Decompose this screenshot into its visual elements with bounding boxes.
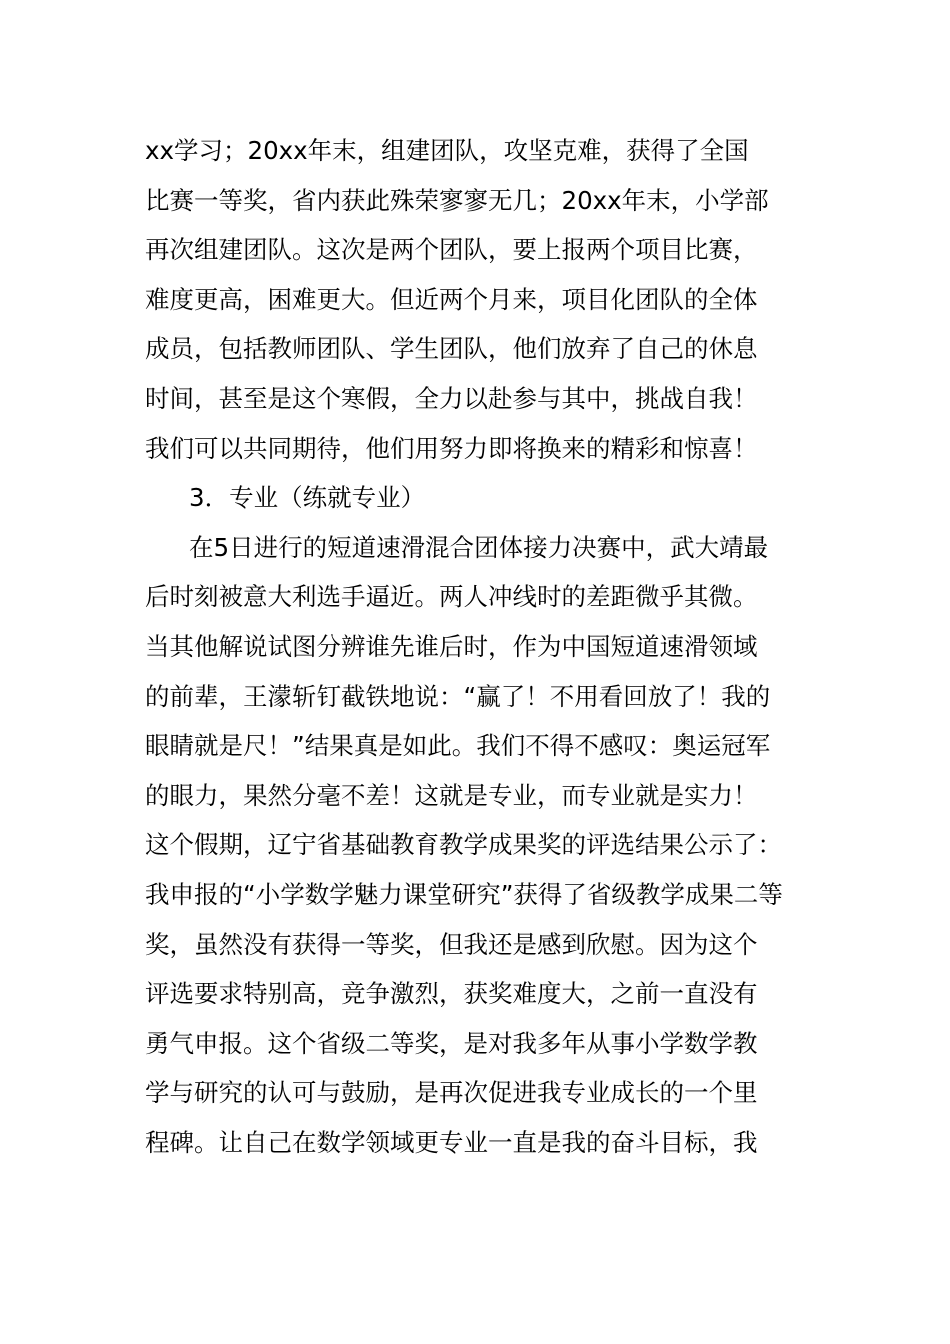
text-line: 的前辈，王濛斩钉截铁地说：“赢了！不用看回放了！我的	[145, 681, 771, 711]
text-line: 我申报的“小学数学魅力课堂研究”获得了省级教学成果二等	[145, 879, 783, 909]
text-line: 的眼力，果然分毫不差！这就是专业，而专业就是实力！	[145, 780, 758, 810]
text-line: 时间，甚至是这个寒假，全力以赴参与其中，挑战自我！	[145, 383, 758, 413]
text-line: 后时刻被意大利选手逼近。两人冲线时的差距微乎其微。	[145, 582, 758, 612]
text-line: 勇气申报。这个省级二等奖，是对我多年从事小学数学教	[145, 1028, 758, 1058]
text-line: 学与研究的认可与鼓励，是再次促进我专业成长的一个里	[145, 1078, 758, 1108]
text-line: 我们可以共同期待，他们用努力即将换来的精彩和惊喜！	[145, 433, 758, 463]
text-line: 奖，虽然没有获得一等奖，但我还是感到欣慰。因为这个	[145, 929, 758, 959]
body-text	[145, 126, 815, 1167]
text-line: 眼睛就是尺！”结果真是如此。我们不得不感叹：奥运冠军	[145, 731, 771, 761]
text-line: 再次组建团队。这次是两个团队，要上报两个项目比赛，	[145, 235, 758, 265]
text-line: 成员，包括教师团队、学生团队，他们放弃了自己的休息	[145, 334, 758, 364]
text-line: 难度更高，困难更大。但近两个月来，项目化团队的全体	[145, 284, 758, 314]
text-line: 比赛一等奖，省内获此殊荣寥寥无几；20xx年末，小学部	[145, 185, 769, 215]
text-line: 程碑。让自己在数学领域更专业一直是我的奋斗目标，我	[145, 1127, 758, 1157]
text-line: 这个假期，辽宁省基础教育教学成果奖的评选结果公示了：	[145, 830, 782, 860]
section-heading: 3．专业（练就专业）	[189, 483, 426, 513]
paragraph-first-line: 在5日进行的短道速滑混合团体接力决赛中，武大靖最	[189, 532, 769, 562]
text-line: xx学习；20xx年末，组建团队，攻坚克难，获得了全国	[145, 136, 749, 165]
text-line: 评选要求特别高，竞争激烈，获奖难度大，之前一直没有	[145, 979, 758, 1009]
text-line: 当其他解说试图分辨谁先谁后时，作为中国短道速滑领域	[145, 631, 758, 661]
